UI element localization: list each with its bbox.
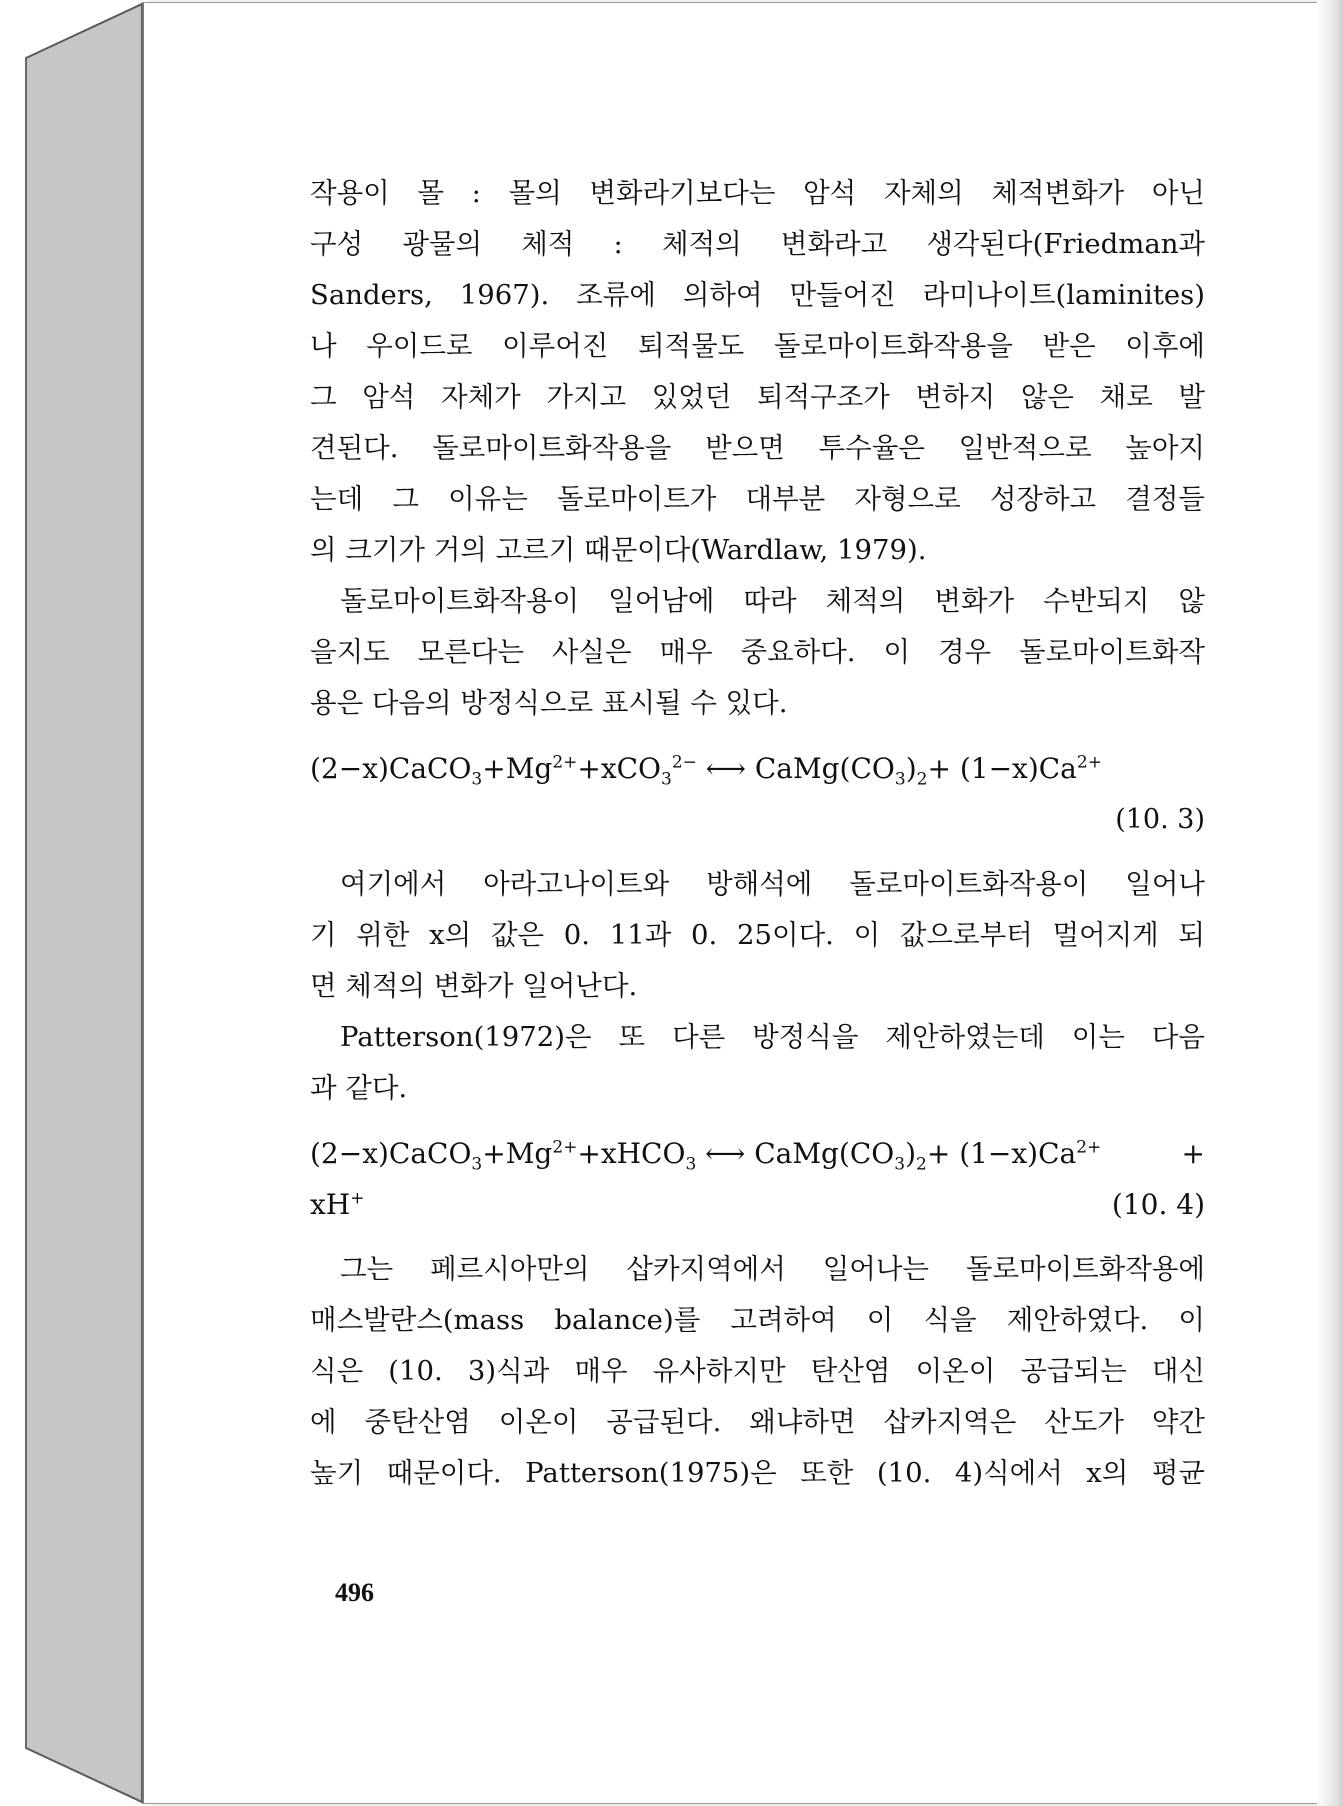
body-line: 나 우이드로 이루어진 퇴적물도 돌로마이트화작용을 받은 이후에 — [310, 330, 1205, 362]
equation-number: (10. 3) — [1115, 804, 1205, 835]
body-line: 매스발란스(mass balance)를 고려하여 이 식을 제안하였다. 이 — [310, 1304, 1205, 1336]
body-line: 의 크기가 거의 고르기 때문이다(Wardlaw, 1979). — [310, 534, 927, 566]
body-line: Patterson(1972)은 또 다른 방정식을 제안하였는데 이는 다음 — [340, 1021, 1205, 1053]
body-line: 는데 그 이유는 돌로마이트가 대부분 자형으로 성장하고 결정들 — [310, 483, 1205, 515]
body-line: 과 같다. — [310, 1072, 408, 1104]
body-line: 돌로마이트화작용이 일어남에 따라 체적의 변화가 수반되지 않 — [340, 585, 1205, 617]
equation-10-3: $(2-x)CaCO_3+Mg^{2+}+xCO_3^{2-}$ ⟷ $CaMg(CO_3)_2+ (1-x)Ca^{2+}$ — [310, 752, 1102, 790]
page-edge-shadow — [1317, 0, 1343, 1806]
equation-10-4-continuation: xH+ (10. 4) — [310, 1179, 1205, 1230]
body-line: 그는 페르시아만의 삽카지역에서 일어나는 돌로마이트화작용에 — [340, 1253, 1205, 1285]
body-line: 구성 광물의 체적 : 체적의 변화라고 생각된다(Friedman과 — [310, 228, 1205, 260]
body-line: 견된다. 돌로마이트화작용을 받으면 투수율은 일반적으로 높아지 — [310, 432, 1205, 464]
body-line: 작용이 몰 : 몰의 변화라기보다는 암석 자체의 체적변화가 아닌 — [310, 177, 1205, 209]
body-line: 높기 때문이다. Patterson(1975)은 또한 (10. 4)식에서 x의 평균 — [310, 1457, 1205, 1489]
body-line: 에 중탄산염 이온이 공급된다. 왜냐하면 삽카지역은 산도가 약간 — [310, 1406, 1205, 1438]
body-line: 기 위한 x의 값은 0. 11과 0. 25이다. 이 값으로부터 멀어지게 되 — [310, 919, 1205, 951]
body-line: 여기에서 아라고나이트와 방해석에 돌로마이트화작용이 일어나 — [340, 868, 1205, 900]
body-line: 그 암석 자체가 가지고 있었던 퇴적구조가 변하지 않은 채로 발 — [310, 381, 1205, 413]
body-line: 을지도 모른다는 사실은 매우 중요하다. 이 경우 돌로마이트화작 — [310, 636, 1205, 668]
body-line: Sanders, 1967). 조류에 의하여 만들어진 라미나이트(laminites) — [310, 279, 1205, 311]
body-line: 면 체적의 변화가 일어난다. — [310, 970, 638, 1002]
page-number: 496 — [335, 1578, 374, 1607]
equation-number: (10. 4) — [1111, 1188, 1205, 1221]
body-line: 용은 다음의 방정식으로 표시될 수 있다. — [310, 687, 788, 719]
equation-10-4: $(2-x)CaCO_3+Mg^{2+}+xHCO_3$ ⟷ $CaMg(CO_3)_2+ (1-x)Ca^{2+}$ + — [310, 1137, 1205, 1175]
page-body — [310, 168, 1205, 1499]
book-spine — [0, 0, 145, 1806]
body-line: 식은 (10. 3)식과 매우 유사하지만 탄산염 이온이 공급되는 대신 — [310, 1355, 1205, 1387]
